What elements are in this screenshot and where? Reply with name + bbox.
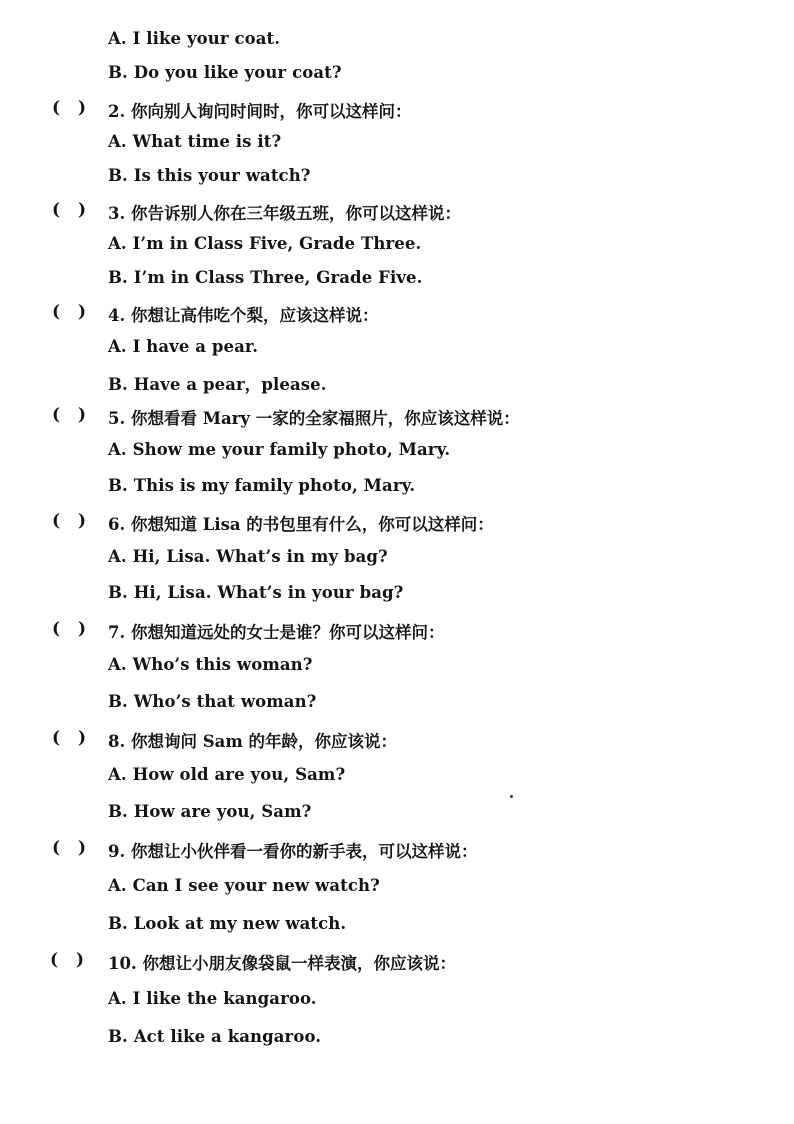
question-4-text: 4. 你想让高伟吃个梨，应该这样说： [108,306,379,325]
question-10-text: 10. 你想让小朋友像袋鼠一样表演，你应该说： [108,954,456,973]
answer-blank-4[interactable]: ( ) [52,302,87,322]
option-5a: A. Show me your family photo, Mary. [108,440,451,459]
answer-blank-7[interactable]: ( ) [52,619,87,639]
option-10a: A. I like the kangaroo. [108,989,317,1008]
option-6a: A. Hi, Lisa. What’s in my bag? [108,547,388,566]
answer-blank-5[interactable]: ( ) [52,405,87,425]
answer-blank-10[interactable]: ( ) [50,950,85,970]
option-6b: B. Hi, Lisa. What’s in your bag? [108,583,404,602]
option-3a: A. I’m in Class Five, Grade Three. [108,234,422,253]
question-7-text: 7. 你想知道远处的女士是谁？你可以这样问： [108,623,445,642]
option-8a: A. How old are you, Sam? [108,765,346,784]
question-8-text: 8. 你想询问 Sam 的年龄，你应该说： [108,732,398,751]
option-8b: B. How are you, Sam? [108,802,312,821]
scan-speck [510,795,513,798]
question-6-text: 6. 你想知道 Lisa 的书包里有什么，你可以这样问： [108,515,494,534]
option-9a: A. Can I see your new watch? [108,876,380,895]
answer-blank-2[interactable]: ( ) [52,98,87,118]
option-5b: B. This is my family photo, Mary. [108,476,416,495]
option-10b: B. Act like a kangaroo. [108,1027,322,1046]
option-4a: A. I have a pear. [108,337,259,356]
question-5-text: 5. 你想看看 Mary 一家的全家福照片，你应该这样说： [108,409,520,428]
option-7a: A. Who’s this woman? [108,655,313,674]
answer-blank-9[interactable]: ( ) [52,838,87,858]
option-1a: A. I like your coat. [108,29,281,48]
option-4b: B. Have a pear，please. [108,375,327,394]
option-1b: B. Do you like your coat? [108,63,342,82]
question-3-text: 3. 你告诉别人你在三年级五班，你可以这样说： [108,204,461,223]
option-2a: A. What time is it? [108,132,282,151]
option-9b: B. Look at my new watch. [108,914,347,933]
answer-blank-8[interactable]: ( ) [52,728,87,748]
option-7b: B. Who’s that woman? [108,692,317,711]
question-9-text: 9. 你想让小伙伴看一看你的新手表，可以这样说： [108,842,478,861]
option-2b: B. Is this your watch? [108,166,311,185]
answer-blank-3[interactable]: ( ) [52,200,87,220]
option-3b: B. I’m in Class Three, Grade Five. [108,268,423,287]
question-2-text: 2. 你向别人询问时间时，你可以这样问： [108,102,412,121]
answer-blank-6[interactable]: ( ) [52,511,87,531]
